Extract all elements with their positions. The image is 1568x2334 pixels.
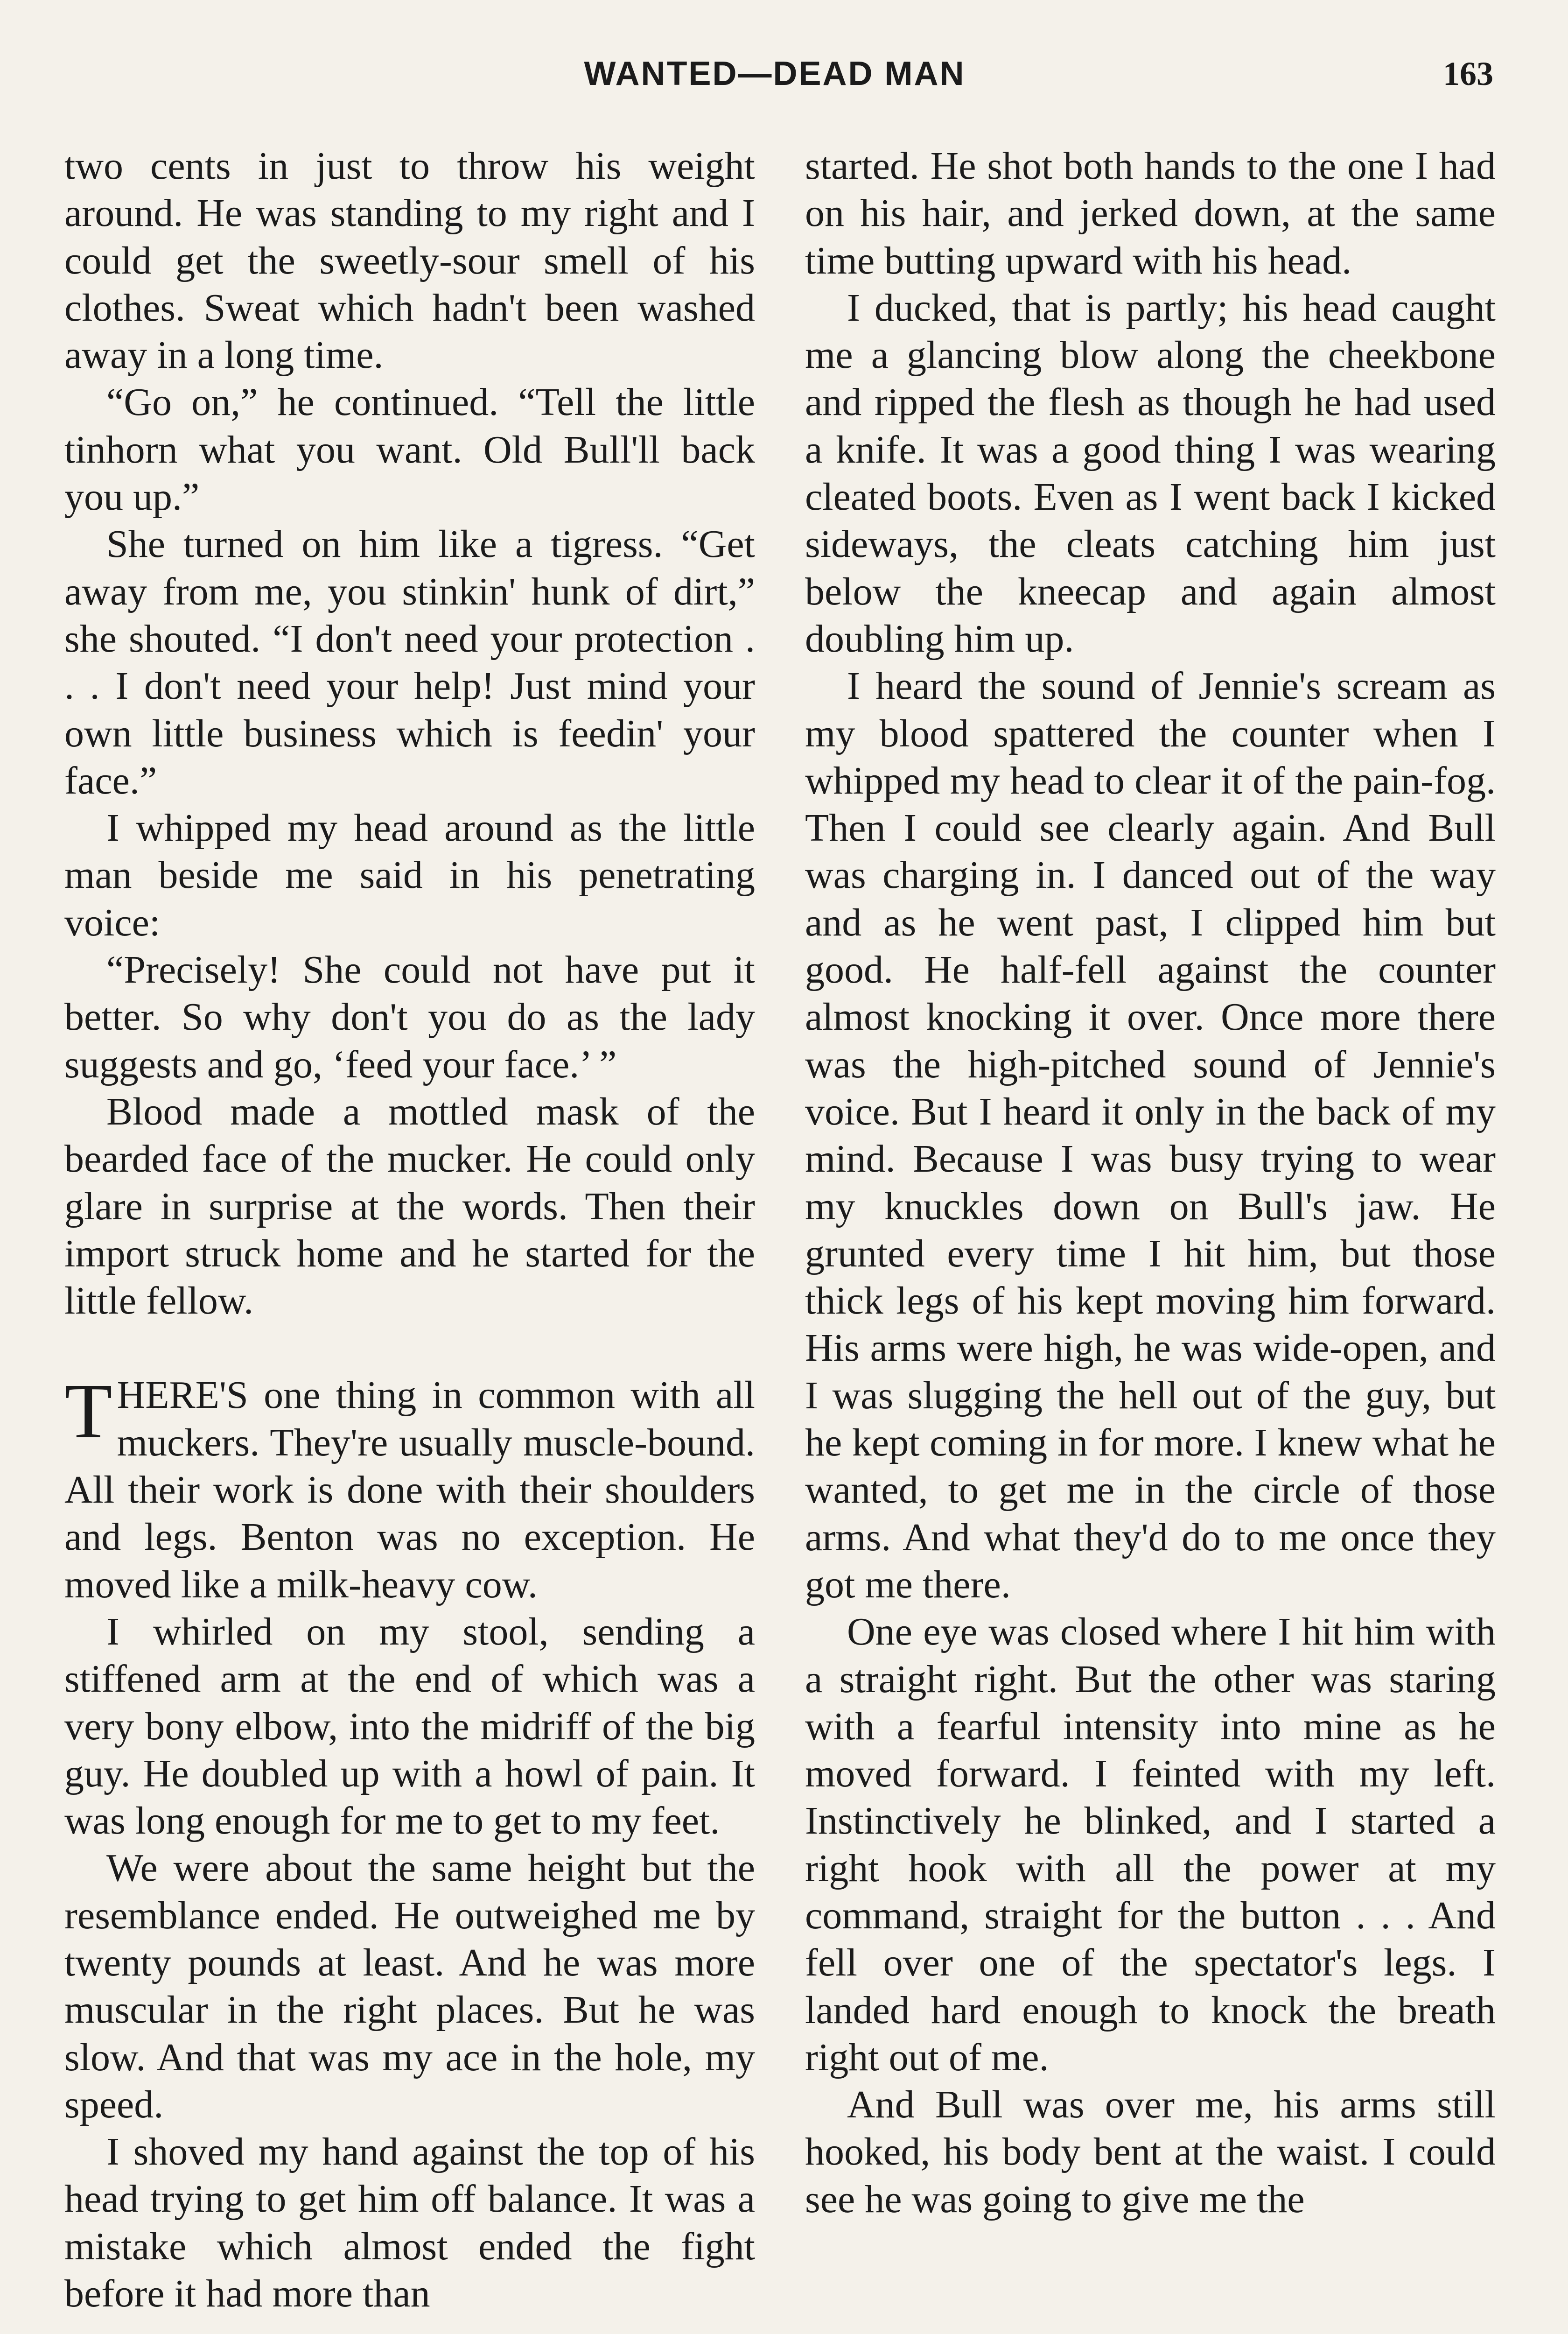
paragraph: I whipped my head around as the little man beside me said in his penetrating voice: xyxy=(64,806,755,944)
section-opening-paragraph xyxy=(64,1368,755,1608)
running-title: WANTED—DEAD MAN xyxy=(584,55,966,92)
paragraph: I whirled on my stool, sending a stiffened arm at the end of which was a very bony elbow, into the midriff of the big guy. He doubled up with a howl of pain. It was long enough for me to get to my feet. xyxy=(64,1610,755,1843)
right-column xyxy=(805,142,1496,2223)
page-number: 163 xyxy=(1443,55,1493,92)
paragraph: “Precisely! She could not have put it better. So why don't you do as the lady suggests and go, ‘feed your face.’ ” xyxy=(64,948,755,1086)
section-opening-text: one thing in common with all muckers. They're usually muscle-bound. All their work is done with their shoulders and legs. Benton was no exception. He moved like a milk-heavy cow. xyxy=(64,1373,755,1606)
paragraph: Blood made a mottled mask of the bearded face of the mucker. He could only glare in surprise at the words. Then their import struck home and he started for the little fellow. xyxy=(64,1090,755,1323)
paragraph: “Go on,” he continued. “Tell the little tinhorn what you want. Old Bull'll back you up.” xyxy=(64,380,755,519)
paragraph: two cents in just to throw his weight around. He was standing to my right and I could get the sweetly-sour smell of his clothes. Sweat which hadn't been washed away in a long time. xyxy=(64,144,755,377)
paragraph: She turned on him like a tigress. “Get away from me, you stinkin' hunk of dirt,” she shouted. “I don't need your protection . . . I don't need your help! Just mind your own little business which is feedin' your face.” xyxy=(64,522,755,802)
paragraph: We were about the same height but the resemblance ended. He outweighed me by twenty pounds at least. And he was more muscular in the right places. But he was slow. And that was my ace in the hole, my speed. xyxy=(64,1846,755,2126)
left-column xyxy=(64,142,755,2317)
paragraph: I shoved my hand against the top of his head trying to get him off balance. It was a mistake which almost ended the fight before it had more than xyxy=(64,2130,755,2316)
running-head xyxy=(0,50,1568,97)
lead-in-caps: HERE'S xyxy=(117,1373,248,1417)
paragraph: started. He shot both hands to the one I had on his hair, and jerked down, at the same time butting upward with his head. xyxy=(805,144,1496,282)
drop-cap: T xyxy=(64,1368,112,1455)
paragraph: One eye was closed where I hit him with a straight right. But the other was staring with a fearful intensity into mine as he moved forward. I feinted with my left. Instinctively he blinked, and I started a right hook with all the power at my command, straight for the button . . . And fell over one of the spectator's legs. I landed hard enough to knock the breath right out of me. xyxy=(805,1610,1496,2079)
paragraph: I ducked, that is partly; his head caught me a glancing blow along the cheekbone and ripped the flesh as though he had used a knife. It was a good thing I was wearing cleated boots. Even as I went back I kicked sideways, the cleats catching him just below the kneecap and again almost doubling him up. xyxy=(805,286,1496,661)
paragraph: I heard the sound of Jennie's scream as my blood spattered the counter when I whipped my head to clear it of the pain-fog. Then I could see clearly again. And Bull was charging in. I danced out of the way and as he went past, I clipped him but good. He half-fell against the counter almost knocking it over. Once more there was the high-pitched sound of Jennie's voice. But I heard it only in the back of my mind. Because I was busy trying to wear my knuckles down on Bull's jaw. He grunted every time I hit him, but those thick legs of his kept moving him forward. His arms were high, he was wide-open, and I was slugging the hell out of the guy, but he kept coming in for more. I knew what he wanted, to get me in the circle of those arms. And what they'd do to me once they got me there. xyxy=(805,664,1496,1606)
paragraph: And Bull was over me, his arms still hooked, his body bent at the waist. I could see he was going to give me the xyxy=(805,2083,1496,2221)
